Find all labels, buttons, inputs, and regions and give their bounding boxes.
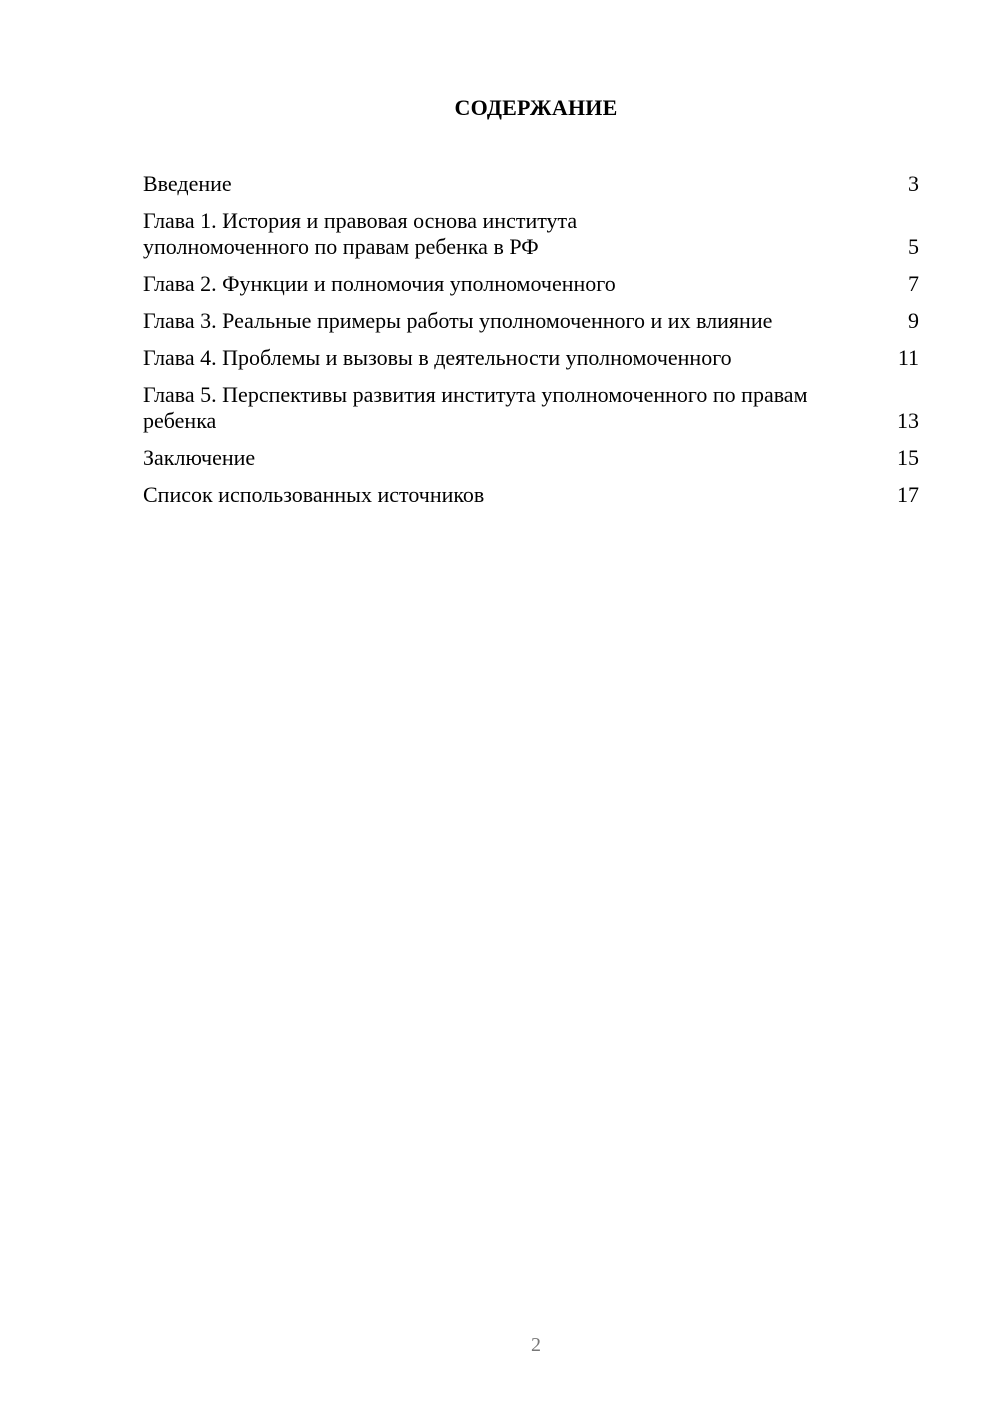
toc-entry-text: Заключение — [143, 445, 256, 470]
toc-entry-text: Список использованных источников — [143, 482, 485, 507]
toc-title: СОДЕРЖАНИЕ — [454, 95, 618, 120]
toc-entry-chapter-5[interactable] — [143, 382, 919, 434]
toc-entry-page: 17 — [897, 482, 919, 507]
toc-entry-text: Введение — [143, 171, 232, 196]
toc-entry-page: 13 — [897, 408, 919, 433]
toc-entry-chapter-4[interactable] — [143, 345, 919, 371]
toc-entry-page: 7 — [908, 271, 919, 296]
toc-entry-chapter-3[interactable] — [143, 308, 919, 334]
toc-entry-chapter-1[interactable] — [143, 208, 919, 260]
toc-entry-page: 3 — [908, 171, 919, 196]
toc-entry-page: 9 — [908, 308, 919, 333]
toc-entry-references[interactable] — [143, 482, 919, 508]
toc-entry-text: Глава 3. Реальные примеры работы уполномоченного и их влияние — [143, 308, 773, 333]
toc-entry-text: Глава 2. Функции и полномочия уполномоченного — [143, 271, 616, 296]
page-number: 2 — [531, 1334, 541, 1356]
toc-entry-introduction[interactable] — [143, 171, 919, 197]
toc-entry-text: Глава 1. История и правовая основа института уполномоченного по правам ребенка в РФ — [143, 208, 578, 259]
toc-entry-page: 15 — [897, 445, 919, 470]
table-of-contents — [143, 171, 919, 519]
toc-entry-conclusion[interactable] — [143, 445, 919, 471]
toc-entry-text: Глава 4. Проблемы и вызовы в деятельности уполномоченного — [143, 345, 732, 370]
toc-entry-page: 11 — [897, 345, 919, 370]
toc-entry-chapter-2[interactable] — [143, 271, 919, 297]
toc-entry-page: 5 — [908, 234, 919, 259]
toc-entry-text: Глава 5. Перспективы развития института уполномоченного по правам ребенка — [143, 382, 808, 433]
